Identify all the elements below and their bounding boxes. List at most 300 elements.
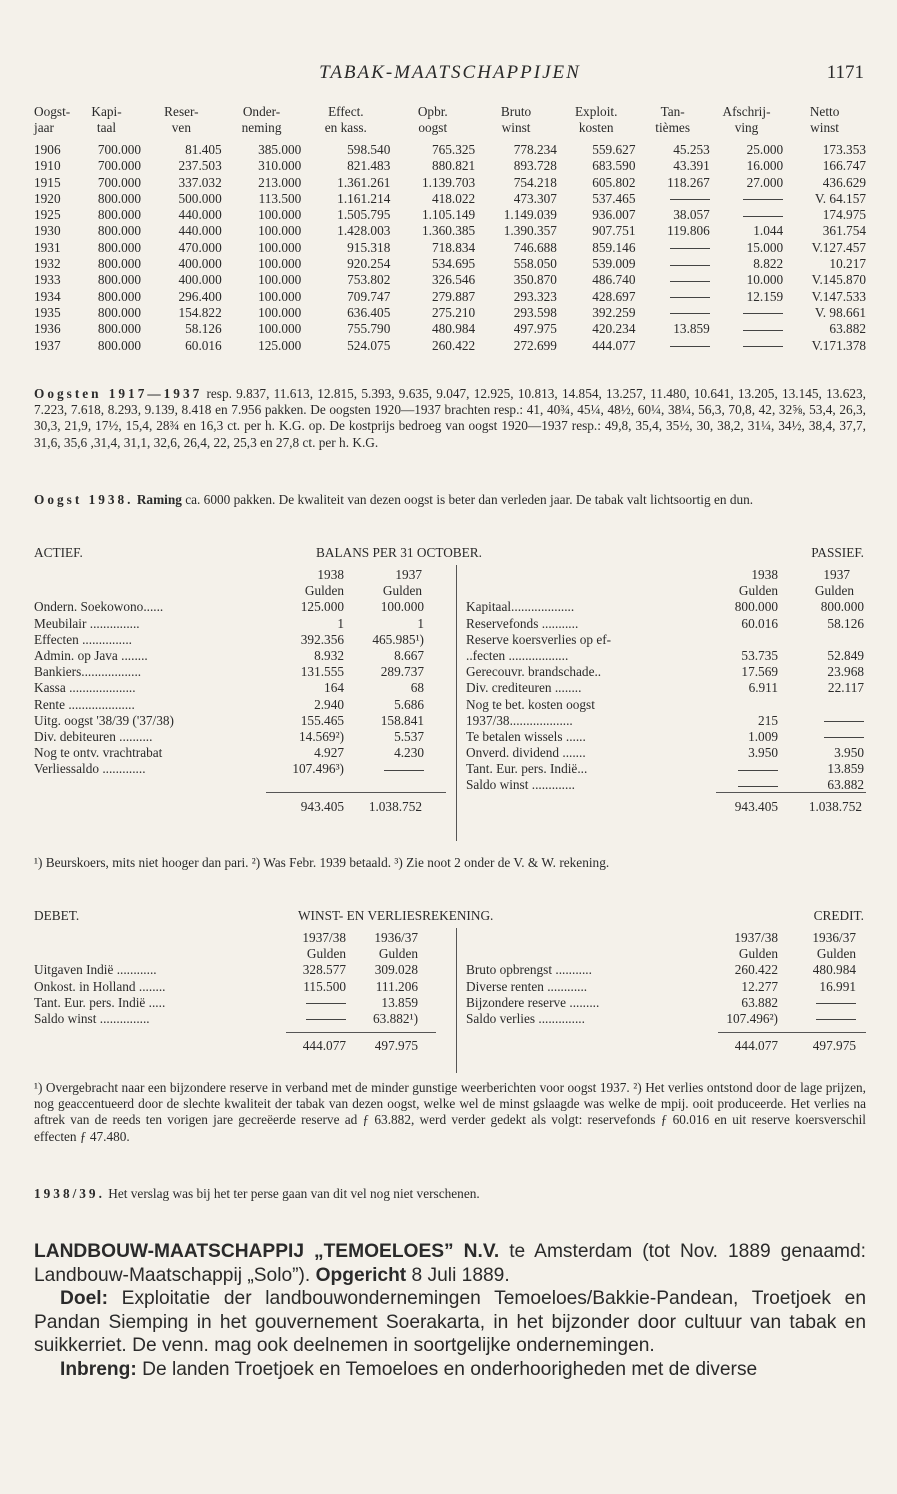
debet-total-row bbox=[34, 1038, 454, 1054]
passief-unit-row bbox=[466, 583, 866, 599]
actief-rows bbox=[34, 599, 454, 777]
actief-year-1: 1938 bbox=[317, 567, 344, 582]
debet-unit-row bbox=[34, 946, 454, 962]
value-cell: 636.405 bbox=[347, 304, 391, 320]
value-cell: 1.139.703 bbox=[422, 174, 476, 190]
account-row bbox=[34, 599, 454, 615]
credit-year-1: 1937/38 bbox=[734, 930, 778, 945]
value-cell: 880.821 bbox=[431, 158, 476, 174]
account-value-previous: 3.950 bbox=[834, 745, 864, 761]
value-cell: 1.105.149 bbox=[422, 207, 476, 223]
account-value-previous bbox=[334, 761, 424, 777]
value-cell: 154.822 bbox=[178, 304, 222, 320]
value-cell: 100.000 bbox=[258, 321, 302, 337]
value-cell: 859.146 bbox=[592, 239, 636, 255]
account-value-previous: 22.117 bbox=[827, 680, 864, 696]
account-value-current: 17.569 bbox=[741, 664, 778, 680]
account-value-current: 6.911 bbox=[748, 680, 778, 696]
account-label: Effecten ............... bbox=[34, 631, 132, 647]
passief-side bbox=[466, 567, 866, 814]
value-cell: 470.000 bbox=[178, 239, 222, 255]
value-cell: 60.016 bbox=[185, 337, 222, 353]
value-cell: 800.000 bbox=[97, 256, 142, 272]
credit-title: CREDIT. bbox=[813, 908, 864, 923]
value-cell: 558.050 bbox=[513, 256, 557, 272]
column-header: Bruto bbox=[500, 104, 532, 119]
account-value-current: 800.000 bbox=[734, 599, 778, 615]
actief-total-2: 1.038.752 bbox=[368, 799, 422, 814]
table-row bbox=[34, 223, 866, 239]
value-cell: 38.057 bbox=[673, 207, 710, 223]
account-value-current: 328.577 bbox=[302, 962, 346, 978]
account-row bbox=[34, 648, 454, 664]
debet-title: DEBET. bbox=[34, 908, 80, 923]
value-cell: 173.353 bbox=[822, 142, 866, 157]
value-cell: 13.859 bbox=[673, 321, 710, 337]
credit-year-2: 1936/37 bbox=[812, 930, 856, 945]
account-value-previous: 16.991 bbox=[819, 978, 856, 994]
value-cell: 1.360.385 bbox=[422, 223, 476, 239]
account-value-previous: 465.985¹) bbox=[372, 631, 424, 647]
account-label: Onverd. dividend ....... bbox=[466, 745, 586, 761]
table-row bbox=[34, 305, 866, 321]
table-row bbox=[34, 289, 866, 305]
dash-mark bbox=[816, 1003, 856, 1004]
account-value-previous: 63.882¹) bbox=[373, 1010, 418, 1026]
value-cell: 113.500 bbox=[258, 190, 302, 206]
actief-total-rule bbox=[266, 792, 446, 793]
value-cell: 27.000 bbox=[746, 174, 784, 190]
value-cell: 12.159 bbox=[746, 288, 784, 304]
value-cell: 907.751 bbox=[592, 223, 636, 239]
value-cell: 800.000 bbox=[97, 207, 142, 223]
account-row bbox=[466, 979, 866, 995]
account-label: Gerecouvr. brandschade.. bbox=[466, 664, 602, 680]
dash-mark bbox=[824, 737, 864, 738]
year-cell: 1935 bbox=[34, 304, 61, 320]
account-row bbox=[34, 713, 454, 729]
statistics-table bbox=[34, 104, 866, 354]
value-cell: 524.075 bbox=[347, 337, 391, 353]
pl-footnote: ¹) Overgebracht naar een bijzondere reserve in verband met de minder gunstige weerberichten voor oogst 1937. ²) Het verlies ontstond door de lage prijzen, nog geaccentueerd door de slechte kwaliteit der tabak van dezen oogst, welke wel de minst gslaagde was welke de mpij. ooit produceerde. Het verlies na aftrek van de reeds ten vorigen jare gecreëerde reserve ad ƒ 63.882, werd verder gedekt als volgt: reservefonds ƒ 60.016 en uit reserve koersverschil effecten ƒ 47.480. bbox=[34, 1080, 866, 1144]
column-header: ving bbox=[734, 120, 759, 135]
account-value-current: 131.555 bbox=[300, 664, 344, 680]
passief-rows bbox=[466, 599, 866, 793]
value-cell: 746.688 bbox=[513, 239, 557, 255]
credit-year-row bbox=[466, 930, 866, 946]
statistics-header bbox=[34, 104, 866, 142]
dash-mark bbox=[306, 1003, 346, 1004]
debet-total-rule bbox=[286, 1032, 436, 1033]
value-cell: 500.000 bbox=[178, 190, 222, 206]
balance-divider bbox=[456, 565, 457, 841]
value-cell: 598.540 bbox=[347, 142, 391, 157]
account-value-current: 63.882 bbox=[741, 994, 778, 1010]
credit-total-1: 444.077 bbox=[734, 1038, 778, 1053]
year-cell: 1937 bbox=[34, 337, 61, 353]
account-value-previous: 8.667 bbox=[394, 647, 424, 663]
account-label: Uitg. oogst '38/39 ('37/38) bbox=[34, 712, 174, 728]
account-label: Nog te ontv. vrachtrabat bbox=[34, 745, 163, 761]
account-row bbox=[34, 680, 454, 696]
year-cell: 1925 bbox=[34, 207, 61, 223]
account-value-current: 107.496³) bbox=[292, 761, 344, 777]
year-cell: 1930 bbox=[34, 223, 61, 239]
value-cell: 100.000 bbox=[258, 272, 302, 288]
year-cell: 1906 bbox=[34, 142, 61, 157]
account-value-current: 155.465 bbox=[300, 712, 344, 728]
account-row bbox=[34, 962, 454, 978]
oogsten-label: Oogsten 1917—1937 bbox=[34, 386, 203, 401]
value-cell: 700.000 bbox=[97, 158, 142, 174]
column-header: kosten bbox=[578, 120, 614, 135]
page-header bbox=[34, 62, 866, 86]
pl-divider bbox=[456, 928, 457, 1073]
table-row bbox=[34, 256, 866, 272]
account-row bbox=[34, 729, 454, 745]
value-cell: 778.234 bbox=[513, 142, 557, 157]
account-row bbox=[34, 745, 454, 761]
dash-mark bbox=[743, 346, 783, 347]
account-value-previous bbox=[784, 995, 856, 1011]
account-label: Tant. Eur. pers. Indië ..... bbox=[34, 994, 166, 1010]
account-value-previous: 5.686 bbox=[394, 696, 424, 712]
account-row bbox=[466, 599, 866, 615]
account-value-current bbox=[274, 1011, 346, 1027]
column-header: winst bbox=[810, 120, 839, 135]
account-value-current bbox=[274, 995, 346, 1011]
oogst-1938-text: ca. 6000 pakken. De kwaliteit van dezen oogst is beter dan verleden jaar. De tabak valt lichtsoortig en dun. bbox=[181, 492, 754, 507]
column-header: ven bbox=[171, 120, 191, 135]
value-cell: 1.044 bbox=[753, 223, 784, 239]
dash-mark bbox=[816, 1019, 856, 1020]
credit-unit-1: Gulden bbox=[738, 946, 778, 962]
value-cell: 800.000 bbox=[97, 223, 142, 239]
column-header: Exploit. bbox=[574, 104, 618, 119]
column-header: en kass. bbox=[324, 120, 367, 135]
value-cell: 936.007 bbox=[592, 207, 636, 223]
value-cell: 765.325 bbox=[431, 142, 476, 157]
value-cell: 63.882 bbox=[829, 321, 866, 337]
value-cell: 10.000 bbox=[746, 272, 784, 288]
account-value-previous: 1 bbox=[417, 615, 424, 631]
actief-unit-2: Gulden bbox=[382, 583, 422, 599]
account-row bbox=[466, 616, 866, 632]
value-cell: 718.834 bbox=[431, 239, 476, 255]
value-cell: 81.405 bbox=[185, 142, 222, 157]
value-cell: 293.598 bbox=[513, 304, 557, 320]
account-value-previous: 309.028 bbox=[374, 962, 418, 978]
value-cell: 800.000 bbox=[97, 190, 142, 206]
debet-year-2: 1936/37 bbox=[374, 930, 418, 945]
balance-title: BALANS PER 31 OCTOBER. bbox=[316, 545, 482, 560]
account-value-current: 392.356 bbox=[300, 631, 344, 647]
value-cell: 119.806 bbox=[667, 223, 710, 239]
column-header: Afschrij- bbox=[722, 104, 771, 119]
verslag-text: Het verslag was bij het ter perse gaan van dit vel nog niet verschenen. bbox=[104, 1186, 480, 1201]
statistics-header-row bbox=[34, 104, 866, 120]
account-value-previous: 13.859 bbox=[381, 994, 418, 1010]
account-label: Te betalen wissels ...... bbox=[466, 728, 586, 744]
value-cell: 400.000 bbox=[178, 256, 222, 272]
debet-rows bbox=[34, 962, 454, 1027]
value-cell: 420.234 bbox=[592, 321, 636, 337]
page-number: 1171 bbox=[826, 62, 864, 83]
year-cell: 1910 bbox=[34, 158, 61, 174]
value-cell: 700.000 bbox=[97, 142, 142, 157]
account-label: 1937/38................... bbox=[466, 712, 573, 728]
account-value-current: 215 bbox=[758, 712, 778, 728]
account-label: Saldo winst ............... bbox=[34, 1010, 150, 1026]
column-header: winst bbox=[501, 120, 531, 135]
account-label: Kassa .................... bbox=[34, 680, 136, 696]
value-cell: 260.422 bbox=[431, 337, 476, 353]
table-row bbox=[34, 142, 866, 158]
value-cell: 800.000 bbox=[97, 321, 142, 337]
value-cell: 915.318 bbox=[347, 239, 391, 255]
value-cell: 1.161.214 bbox=[337, 190, 391, 206]
value-cell: 15.000 bbox=[746, 239, 784, 255]
account-row bbox=[466, 1011, 866, 1027]
account-value-current: 4.927 bbox=[314, 745, 344, 761]
value-cell: 800.000 bbox=[97, 239, 142, 255]
value-cell: 400.000 bbox=[178, 272, 222, 288]
inbreng-label: Inbreng: bbox=[60, 1358, 137, 1380]
account-row bbox=[34, 979, 454, 995]
value-cell: 125.000 bbox=[258, 337, 302, 353]
year-cell: 1936 bbox=[34, 321, 61, 337]
account-label: Saldo verlies .............. bbox=[466, 1010, 585, 1026]
company-intro: te Amsterdam (tot Nov. 1889 genaamd: Landbouw-Maatschappij „Solo”). bbox=[34, 1241, 866, 1286]
account-value-previous: 58.126 bbox=[827, 615, 864, 631]
value-cell: 16.000 bbox=[746, 158, 784, 174]
dash-mark bbox=[670, 248, 710, 249]
value-cell: 385.000 bbox=[258, 142, 302, 157]
dash-mark bbox=[670, 199, 710, 200]
account-value-previous: 289.737 bbox=[380, 664, 424, 680]
account-value-previous bbox=[772, 713, 864, 729]
passief-title: PASSIEF. bbox=[811, 545, 864, 560]
value-cell: 754.218 bbox=[513, 174, 557, 190]
debet-unit-2: Gulden bbox=[378, 946, 418, 962]
account-label: Onkost. in Holland ........ bbox=[34, 978, 166, 994]
value-cell bbox=[635, 305, 709, 321]
value-cell: 58.126 bbox=[185, 321, 222, 337]
value-cell: 1.428.003 bbox=[337, 223, 391, 239]
column-header: Oogst- bbox=[34, 104, 71, 119]
account-label: ..fecten .................. bbox=[466, 647, 569, 663]
account-row bbox=[466, 995, 866, 1011]
value-cell: 537.465 bbox=[592, 190, 636, 206]
account-value-current: 164 bbox=[324, 680, 344, 696]
value-cell: 800.000 bbox=[97, 288, 142, 304]
statistics-header-row bbox=[34, 120, 866, 142]
value-cell: 497.975 bbox=[513, 321, 557, 337]
actief-year-2: 1937 bbox=[395, 567, 422, 582]
year-cell: 1934 bbox=[34, 288, 61, 304]
value-cell: V. 64.157 bbox=[814, 190, 866, 206]
passief-total-1: 943.405 bbox=[734, 799, 778, 814]
value-cell: 100.000 bbox=[258, 223, 302, 239]
account-label: Div. crediteuren ........ bbox=[466, 680, 582, 696]
oogst-1938-paragraph bbox=[34, 492, 866, 508]
account-value-current: 12.277 bbox=[741, 978, 778, 994]
value-cell: 174.975 bbox=[822, 207, 866, 223]
account-value-current: 14.569²) bbox=[299, 728, 344, 744]
value-cell: 440.000 bbox=[178, 223, 222, 239]
value-cell: 1.361.261 bbox=[337, 174, 391, 190]
column-header: Netto bbox=[809, 104, 840, 119]
verslag-label: 1938/39. bbox=[34, 1186, 105, 1201]
account-row bbox=[34, 664, 454, 680]
value-cell bbox=[710, 207, 783, 223]
actief-unit-row bbox=[34, 583, 454, 599]
balance-footnote: ¹) Beurskoers, mits niet hooger dan pari. ²) Was Febr. 1939 betaald. ³) Zie noot 2 onder de V. & W. rekening. bbox=[34, 855, 610, 870]
table-row bbox=[34, 272, 866, 288]
value-cell: 486.740 bbox=[592, 272, 636, 288]
passief-year-row bbox=[466, 567, 866, 583]
account-row bbox=[466, 680, 866, 696]
value-cell: 755.790 bbox=[347, 321, 391, 337]
debet-year-row bbox=[34, 930, 454, 946]
account-label: Reservefonds ........... bbox=[466, 615, 579, 631]
account-label: Saldo winst ............. bbox=[466, 777, 575, 793]
account-label: Rente .................... bbox=[34, 696, 135, 712]
value-cell: 361.754 bbox=[822, 223, 866, 239]
column-header: tièmes bbox=[655, 120, 691, 135]
account-row bbox=[466, 632, 866, 648]
account-label: Div. debiteuren .......... bbox=[34, 728, 153, 744]
account-value-current bbox=[706, 761, 778, 777]
account-value-previous bbox=[772, 729, 864, 745]
value-cell: 444.077 bbox=[592, 337, 636, 353]
passief-total-2: 1.038.752 bbox=[808, 799, 862, 814]
opgericht-text: 8 Juli 1889. bbox=[406, 1264, 510, 1286]
dash-mark bbox=[670, 346, 710, 347]
account-value-current: 1 bbox=[337, 615, 344, 631]
value-cell: 326.546 bbox=[431, 272, 476, 288]
value-cell: 350.870 bbox=[513, 272, 557, 288]
passief-total-row bbox=[466, 799, 866, 815]
account-value-previous bbox=[784, 1011, 856, 1027]
account-value-previous: 800.000 bbox=[820, 599, 864, 615]
profit-loss-account bbox=[34, 908, 866, 1073]
doel-label: Doel: bbox=[60, 1288, 108, 1310]
account-value-previous: 158.841 bbox=[380, 712, 424, 728]
dash-mark bbox=[670, 281, 710, 282]
year-cell: 1933 bbox=[34, 272, 61, 288]
value-cell: 296.400 bbox=[178, 288, 222, 304]
oogsten-paragraph bbox=[34, 386, 866, 451]
actief-total-row bbox=[34, 799, 454, 815]
account-label: Bankiers.................. bbox=[34, 664, 142, 680]
account-row bbox=[34, 616, 454, 632]
account-value-current: 3.950 bbox=[748, 745, 778, 761]
account-row bbox=[34, 995, 454, 1011]
column-header: Onder- bbox=[242, 104, 281, 119]
account-label: Bruto opbrengst ........... bbox=[466, 962, 592, 978]
passief-year-2: 1937 bbox=[823, 567, 850, 582]
account-value-current: 260.422 bbox=[734, 962, 778, 978]
account-label: Tant. Eur. pers. Indië... bbox=[466, 761, 588, 777]
account-value-current: 115.500 bbox=[303, 978, 346, 994]
value-cell: 559.627 bbox=[592, 142, 636, 157]
value-cell: 418.022 bbox=[431, 190, 476, 206]
value-cell: 45.253 bbox=[673, 142, 710, 157]
running-title: TABAK-MAATSCHAPPIJEN bbox=[319, 62, 581, 83]
raming-label: Raming bbox=[136, 492, 182, 507]
value-cell: 800.000 bbox=[97, 272, 142, 288]
credit-total-2: 497.975 bbox=[812, 1038, 856, 1053]
account-label: Uitgaven Indië ............ bbox=[34, 962, 157, 978]
account-row bbox=[466, 664, 866, 680]
value-cell: 1.505.795 bbox=[337, 207, 391, 223]
account-value-current: 125.000 bbox=[300, 599, 344, 615]
value-cell: 605.802 bbox=[592, 174, 636, 190]
doel-text: Exploitatie der landbouwondernemingen Temoeloes/Bakkie-Pandean, Troetjoek en Pandan Siemping in het gouvernement Soerakarta, in het bijzonder door cultuur van tabak en suikkerriet. De venn. mag ook deelnemen in soortgelijke ondernemingen. bbox=[34, 1288, 866, 1357]
value-cell: 310.000 bbox=[258, 158, 302, 174]
value-cell: 683.590 bbox=[592, 158, 636, 174]
dash-mark bbox=[824, 721, 864, 722]
account-value-previous: 100.000 bbox=[380, 599, 424, 615]
pl-titles bbox=[34, 908, 866, 926]
debet-total-1: 444.077 bbox=[302, 1038, 346, 1053]
credit-unit-2: Gulden bbox=[816, 946, 856, 962]
dash-mark bbox=[743, 330, 783, 331]
value-cell bbox=[710, 321, 783, 337]
value-cell: 100.000 bbox=[258, 256, 302, 272]
column-header: Opbr. bbox=[417, 104, 448, 119]
year-cell: 1920 bbox=[34, 190, 61, 206]
value-cell: 709.747 bbox=[347, 288, 391, 304]
credit-total-row bbox=[466, 1038, 866, 1054]
value-cell bbox=[635, 272, 709, 288]
account-row bbox=[466, 729, 866, 745]
year-cell: 1932 bbox=[34, 256, 61, 272]
account-row bbox=[466, 713, 866, 729]
dash-mark bbox=[743, 313, 783, 314]
dash-mark bbox=[670, 313, 710, 314]
value-cell: V. 98.661 bbox=[814, 304, 866, 320]
value-cell: 821.483 bbox=[347, 158, 391, 174]
inbreng-text: De landen Troetjoek en Temoeloes en onderhoorigheden met de diverse bbox=[136, 1358, 758, 1380]
value-cell: 279.887 bbox=[431, 288, 476, 304]
opgericht-label: Opgericht bbox=[315, 1264, 407, 1286]
company-entry bbox=[34, 1240, 866, 1382]
value-cell: 100.000 bbox=[258, 288, 302, 304]
account-value-current: 60.016 bbox=[741, 615, 778, 631]
account-row bbox=[466, 745, 866, 761]
value-cell bbox=[635, 191, 709, 207]
value-cell bbox=[635, 256, 709, 272]
value-cell: V.127.457 bbox=[811, 239, 866, 255]
value-cell: V.171.378 bbox=[811, 337, 866, 353]
column-header: Effect. bbox=[328, 104, 364, 119]
column-header: Kapi- bbox=[91, 104, 122, 119]
value-cell: 440.000 bbox=[178, 207, 222, 223]
value-cell: 800.000 bbox=[97, 337, 142, 353]
value-cell: 1.149.039 bbox=[503, 207, 557, 223]
column-header: taal bbox=[96, 120, 117, 135]
oogsten-text: resp. 9.837, 11.613, 12.815, 5.393, 9.635, 9.047, 12.925, 10.813, 14.854, 13.257, 11.480, 10.641, 13.205, 13.145, 13.623, 7.223, 7.618, 8.293, 9.139, 8.418 en 7.956 pakken. De oogsten 1920—1937 brachten resp.: 41, 40¾, 45¼, 48½, 60¼, 38¼, 56,3, 70,8, 42, 32⅝, 53,4, 26,3, 30,3, 21,9, 17½, 15,4, 28¾ en 16,3 ct. per h. K.G. op. De kostprijs bedroeg van oogst 1920—1937 resp.: 49,8, 35,4, 35½, 30, 38,2, 31¼, 34½, 38,4, 37,7, 31,6, 35,6 ,31,4, 31,1, 32,6, 26,4, 22, 25,3 en 27,8 ct. per h. K.G. bbox=[34, 386, 866, 450]
account-label: Verliessaldo ............. bbox=[34, 761, 146, 777]
column-header: Reser- bbox=[164, 104, 199, 119]
value-cell: 920.254 bbox=[347, 256, 391, 272]
table-row bbox=[34, 158, 866, 174]
value-cell: 1.390.357 bbox=[503, 223, 557, 239]
statistics-body bbox=[34, 142, 866, 354]
actief-unit-1: Gulden bbox=[304, 583, 344, 599]
